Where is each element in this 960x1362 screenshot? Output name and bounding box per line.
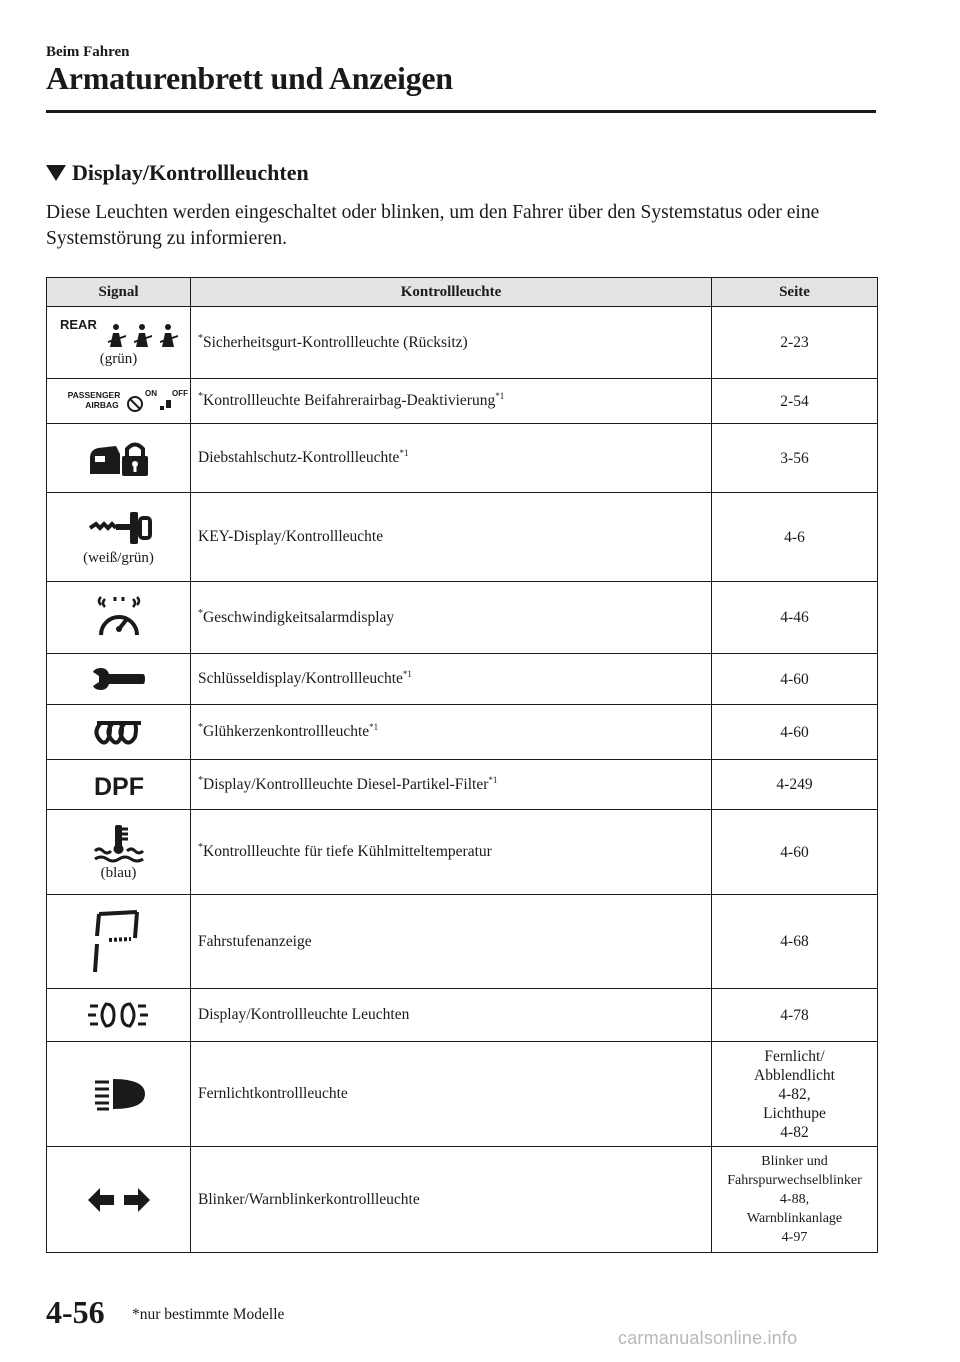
- indicator-table: [46, 277, 878, 1253]
- speed-alarm-icon: [91, 608, 147, 625]
- page-ref: 4-68: [712, 895, 878, 989]
- header-signal: Signal: [47, 278, 191, 307]
- table-row: [47, 424, 878, 493]
- signal-cell: [47, 654, 191, 705]
- table-row: [47, 760, 878, 810]
- page-ref: 4-46: [712, 582, 878, 654]
- svg-text:ON: ON: [144, 389, 157, 398]
- signal-cell: [47, 760, 191, 810]
- dpf-icon: [86, 772, 152, 801]
- page-ref: 2-23: [712, 307, 878, 379]
- signal-cell: [47, 424, 191, 493]
- signal-cell: [47, 895, 191, 989]
- indicator-label-cell: Fahrstufenanzeige: [191, 895, 712, 989]
- color-note: (weiß/grün): [83, 549, 154, 566]
- page-ref: 4-78: [712, 989, 878, 1042]
- page-number: 4-56: [46, 1294, 105, 1330]
- table-row: [47, 989, 878, 1042]
- signal-cell: [47, 582, 191, 654]
- indicator-label-cell: Schlüsseldisplay/Kontrollleuchte$^{*1}$: [191, 654, 712, 705]
- section-intro: Diese Leuchten werden eingeschaltet oder blinken, um den Fahrer über den Systemstatus oder eine Systemstörung zu informieren.: [46, 202, 820, 249]
- svg-text:OFF: OFF: [171, 389, 188, 398]
- svg-text:PASSENGER: PASSENGER: [67, 390, 120, 400]
- footnote: *nur bestimmte Modelle: [132, 1306, 285, 1323]
- signal-cell: [47, 810, 191, 895]
- wrench-icon: [91, 670, 147, 687]
- table-row: [47, 493, 878, 582]
- indicator-label-cell: Display/Kontrollleuchte Leuchten: [191, 989, 712, 1042]
- page-ref: Blinker und Fahrspurwechselblinker 4-88, Warnblinkanlage 4-97: [712, 1147, 878, 1253]
- table-row: [47, 307, 878, 379]
- page-ref: Fernlicht/ Abblendlicht 4-82, Lichthupe 4-82: [712, 1042, 878, 1147]
- high-beam-icon: [91, 1085, 147, 1102]
- rear-seatbelt-icon: [56, 317, 182, 341]
- section-heading: [46, 160, 309, 186]
- passenger-airbag-off-icon: [54, 389, 188, 410]
- turn-signal-icon: [86, 1190, 152, 1207]
- section-title: Display/Kontrollleuchten: [72, 160, 309, 185]
- table-row: [47, 379, 878, 424]
- glow-plug-icon: [91, 723, 147, 740]
- key-display-icon: [86, 518, 152, 535]
- table-row: [47, 582, 878, 654]
- page-ref: 2-54: [712, 379, 878, 424]
- signal-cell: [47, 1042, 191, 1147]
- indicator-label-cell: KEY-Display/Kontrollleuchte: [191, 493, 712, 582]
- svg-text:REAR: REAR: [59, 317, 97, 332]
- svg-text:DPF: DPF: [93, 772, 144, 801]
- watermark: carmanualsonline.info: [618, 1328, 798, 1348]
- table-row: [47, 705, 878, 760]
- header-indicator: Kontrollleuchte: [191, 278, 712, 307]
- table-row: [47, 895, 878, 989]
- table-row: [47, 1147, 878, 1253]
- svg-text:AIRBAG: AIRBAG: [84, 400, 119, 410]
- triangle-bullet-icon: [46, 165, 66, 181]
- indicator-label-cell: *Geschwindigkeitsalarmdisplay: [191, 582, 712, 654]
- signal-cell: [47, 989, 191, 1042]
- page-ref: 3-56: [712, 424, 878, 493]
- title-rule: [46, 110, 876, 113]
- table-row: [47, 654, 878, 705]
- table-row: [47, 810, 878, 895]
- indicator-label-cell: *Kontrollleuchte für tiefe Kühlmitteltemperatur: [191, 810, 712, 895]
- signal-cell: [47, 705, 191, 760]
- indicator-label-cell: *Kontrollleuchte Beifahrerairbag-Deaktivierung$^{*1}$: [191, 379, 712, 424]
- signal-cell: [47, 493, 191, 582]
- indicator-label-cell: Blinker/Warnblinkerkontrollleuchte: [191, 1147, 712, 1253]
- signal-cell: [47, 307, 191, 379]
- table-row: [47, 1042, 878, 1147]
- indicator-label-cell: Fernlichtkontrollleuchte: [191, 1042, 712, 1147]
- lights-on-icon: [86, 1006, 152, 1023]
- color-note: (blau): [100, 864, 137, 881]
- header-page: Seite: [712, 278, 878, 307]
- indicator-label-cell: Diebstahlschutz-Kontrollleuchte$^{*1}$: [191, 424, 712, 493]
- indicator-label-cell: *Display/Kontrollleuchte Diesel-Partikel-Filter$^{*1}$: [191, 760, 712, 810]
- indicator-label-cell: *Glühkerzenkontrollleuchte$^{*1}$: [191, 705, 712, 760]
- page-ref: 4-6: [712, 493, 878, 582]
- page-ref: 4-60: [712, 705, 878, 760]
- gear-position-p-icon: [91, 932, 147, 949]
- table-header-row: [47, 278, 878, 307]
- signal-cell: [47, 1147, 191, 1253]
- chapter-label: Beim Fahren: [46, 44, 130, 60]
- signal-cell: [47, 379, 191, 424]
- color-note: (grün): [99, 351, 138, 367]
- page-ref: 4-60: [712, 810, 878, 895]
- page-title: Armaturenbrett und Anzeigen: [46, 60, 453, 96]
- page-ref: 4-249: [712, 760, 878, 810]
- car-lock-icon: [86, 449, 152, 466]
- indicator-label-cell: *Sicherheitsgurt-Kontrollleuchte (Rücksitz): [191, 307, 712, 379]
- low-coolant-temp-icon: [91, 833, 147, 850]
- page-ref: 4-60: [712, 654, 878, 705]
